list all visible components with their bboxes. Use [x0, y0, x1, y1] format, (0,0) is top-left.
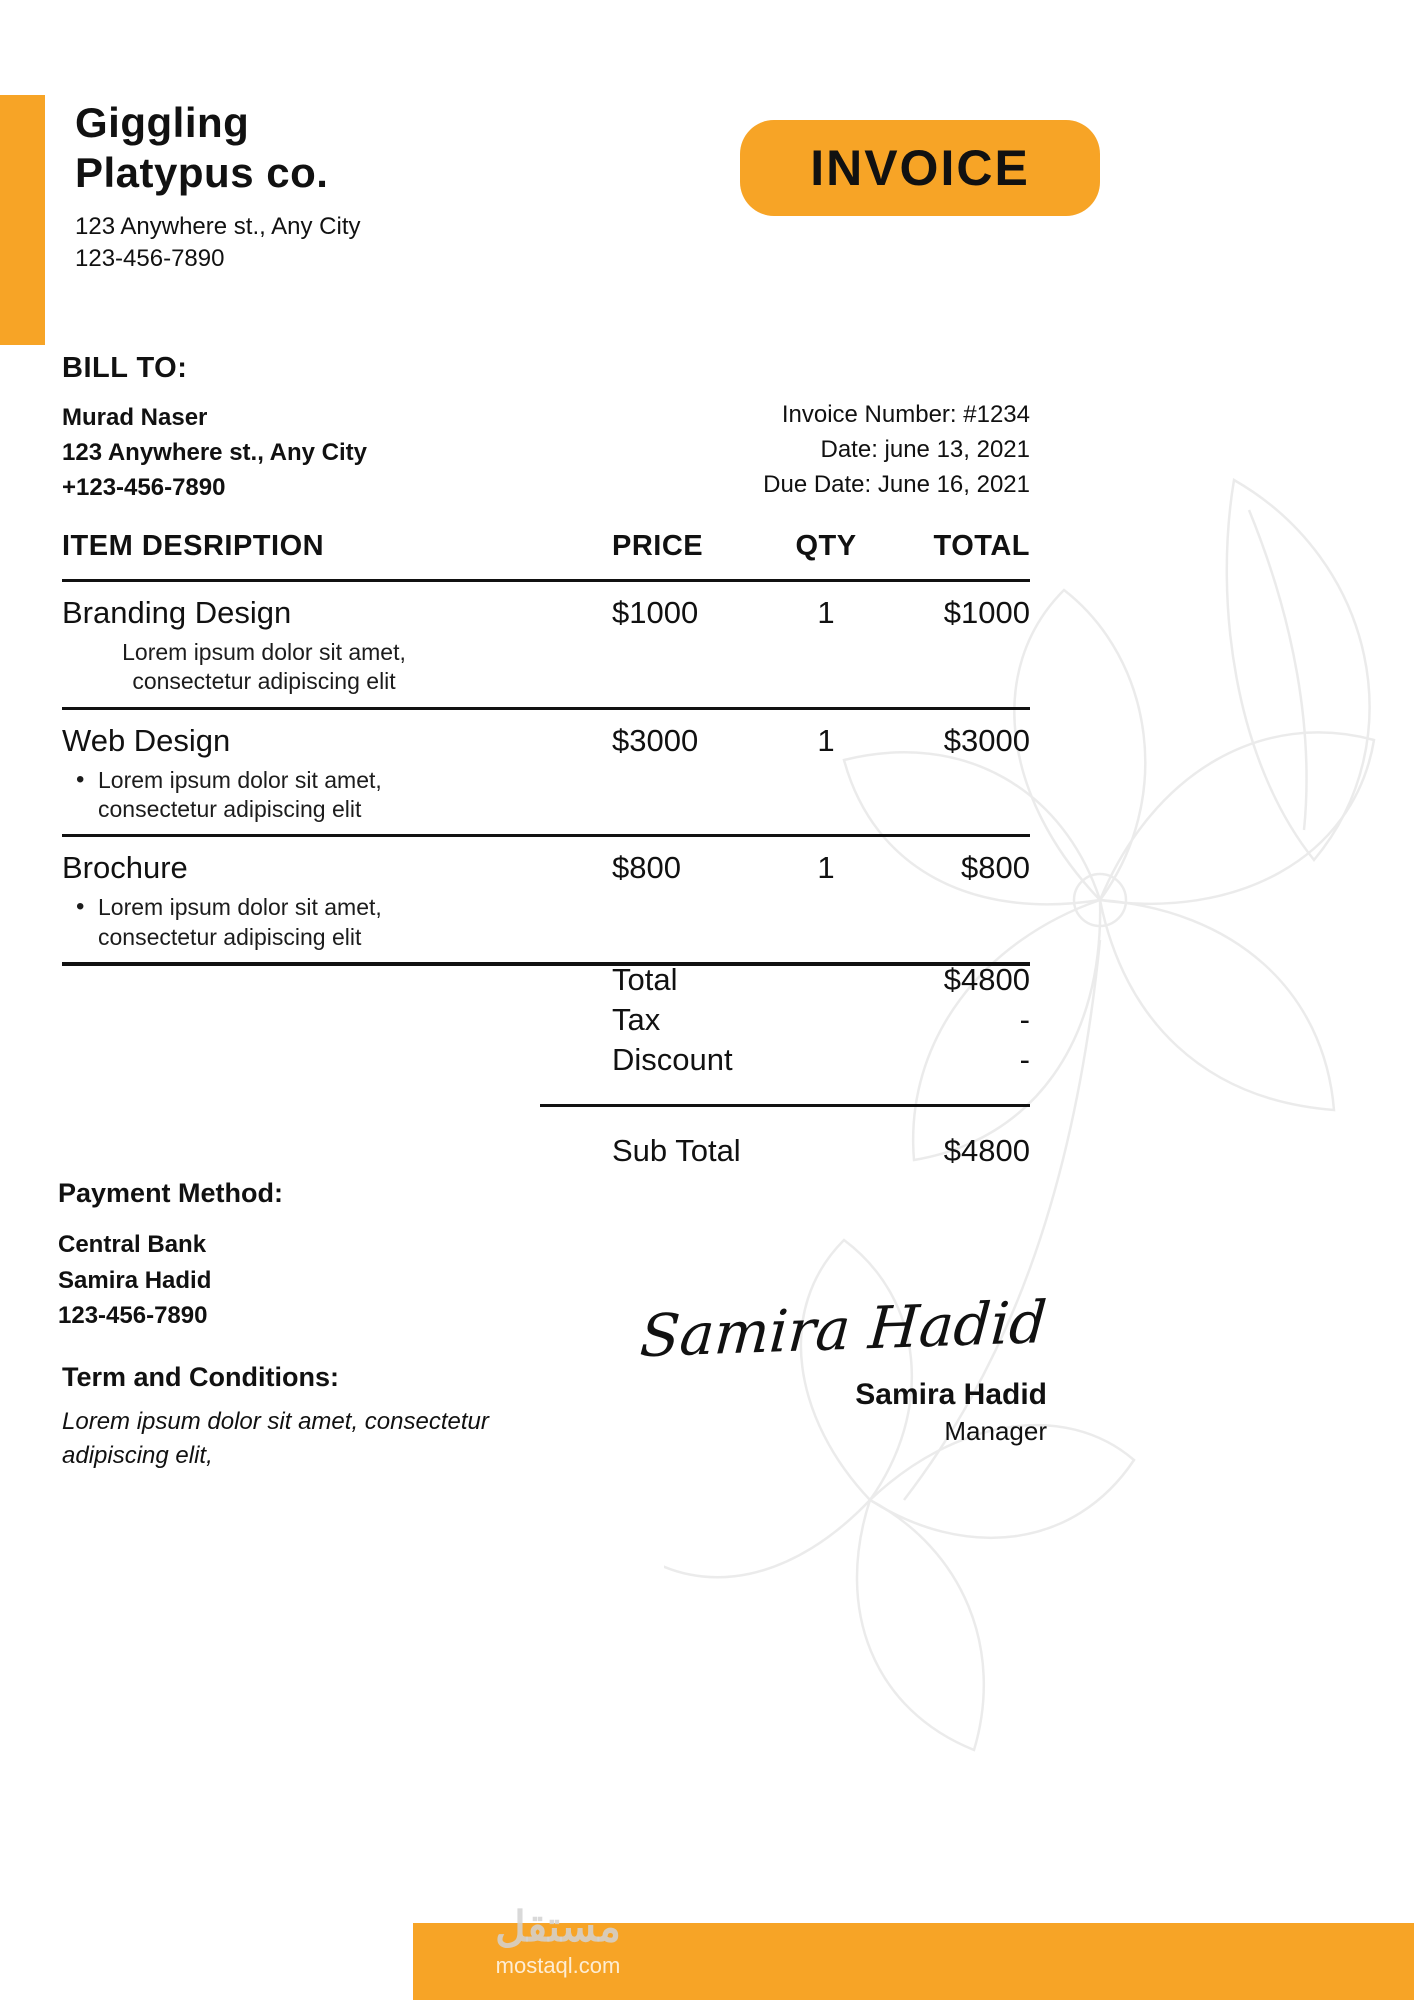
table-row: [62, 582, 1030, 710]
item-description: [96, 638, 432, 696]
item-qty: 1: [817, 722, 835, 758]
table-header-row: [62, 530, 1030, 582]
signature-script: Samira Hadid: [638, 1287, 1050, 1371]
item-total: $1000: [943, 595, 1030, 630]
company-name-line2: Platypus co.: [75, 148, 329, 196]
invoice-date: Date: june 13, 2021: [820, 435, 1030, 463]
bill-to-label: BILL TO:: [62, 352, 188, 384]
company-address: 123 Anywhere st., Any City: [75, 213, 361, 241]
invoice-badge: [740, 120, 1100, 216]
item-price: $1000: [612, 595, 699, 630]
discount-value: -: [1019, 1042, 1030, 1077]
item-description-line2: consectetur adipiscing elit: [98, 795, 362, 822]
payment-method-section: [58, 1178, 283, 1334]
item-cell: [62, 722, 612, 825]
site-watermark-url: mostaql.com: [495, 1953, 621, 1978]
item-name: Branding Design: [62, 595, 292, 630]
left-accent-bar: [0, 95, 45, 345]
company-header: [75, 98, 360, 276]
signature-block: [638, 1287, 1050, 1447]
item-qty: 1: [817, 595, 835, 630]
totals-section: [62, 960, 1030, 1171]
header-total: TOTAL: [933, 530, 1030, 562]
header-item-description: ITEM DESRIPTION: [62, 530, 325, 562]
item-total: $800: [961, 850, 1030, 886]
company-name: [75, 98, 360, 197]
invoice-badge-label: INVOICE: [810, 140, 1030, 196]
subtotal-value: $4800: [943, 1133, 1030, 1168]
item-description-line1: Lorem ipsum dolor sit amet,: [122, 639, 406, 666]
bill-to-address: 123 Anywhere st., Any City: [62, 438, 367, 466]
item-cell: [62, 594, 612, 697]
item-description-line2: consectetur adipiscing elit: [98, 923, 362, 950]
bill-to-phone: +123-456-7890: [62, 473, 226, 501]
total-label: Total: [612, 962, 678, 997]
table-row: [62, 837, 1030, 966]
subtotal-divider: [540, 1104, 1030, 1107]
company-contact: [75, 211, 360, 276]
payment-bank: Central Bank: [58, 1231, 207, 1258]
invoice-due-date: Due Date: June 16, 2021: [763, 470, 1030, 498]
payment-phone: 123-456-7890: [58, 1302, 208, 1330]
header-qty: QTY: [795, 530, 857, 562]
payment-method-label: Payment Method:: [58, 1178, 284, 1208]
table-row: [62, 710, 1030, 838]
item-description-line2: consectetur adipiscing elit: [132, 668, 396, 695]
total-value: $4800: [943, 962, 1030, 997]
item-price: $800: [612, 850, 681, 886]
invoice-number: Invoice Number: #1234: [781, 401, 1030, 428]
bill-to-section: [62, 352, 367, 505]
invoice-meta: [763, 398, 1030, 502]
item-cell: [62, 849, 612, 952]
discount-label: Discount: [612, 1042, 733, 1077]
bottom-accent-bar: [413, 1923, 1414, 2000]
discount-row: [62, 1040, 1030, 1080]
terms-section: [62, 1362, 542, 1472]
item-description-line1: • Lorem ipsum dolor sit amet,: [98, 766, 382, 793]
bill-to-name: Murad Naser: [62, 404, 208, 431]
item-name: Web Design: [62, 722, 231, 758]
items-table: [62, 530, 1030, 966]
terms-text: Lorem ipsum dolor sit amet, consectetur adipiscing elit,: [62, 1408, 489, 1469]
item-price: $3000: [612, 722, 699, 758]
company-phone: 123-456-7890: [75, 245, 225, 273]
tax-label: Tax: [612, 1002, 661, 1037]
item-description-line1: • Lorem ipsum dolor sit amet,: [98, 894, 382, 921]
item-name: Brochure: [62, 850, 188, 886]
terms-label: Term and Conditions:: [62, 1362, 339, 1392]
signature-name: Samira Hadid: [855, 1378, 1047, 1411]
item-description: [62, 766, 612, 824]
item-total: $3000: [943, 722, 1030, 758]
subtotal-label: Sub Total: [612, 1133, 741, 1168]
payment-method-details: [58, 1227, 283, 1334]
site-watermark-arabic: مستقل: [495, 1903, 621, 1950]
header-price: PRICE: [612, 530, 704, 562]
company-name-line1: Giggling: [75, 99, 250, 146]
signature-title: Manager: [944, 1416, 1047, 1446]
item-qty: 1: [817, 850, 835, 886]
tax-value: -: [1019, 1002, 1030, 1037]
tax-row: [62, 1000, 1030, 1040]
item-description: [62, 893, 612, 951]
total-row: [62, 960, 1030, 1000]
payment-account-name: Samira Hadid: [58, 1266, 212, 1294]
subtotal-row: [62, 1131, 1030, 1171]
